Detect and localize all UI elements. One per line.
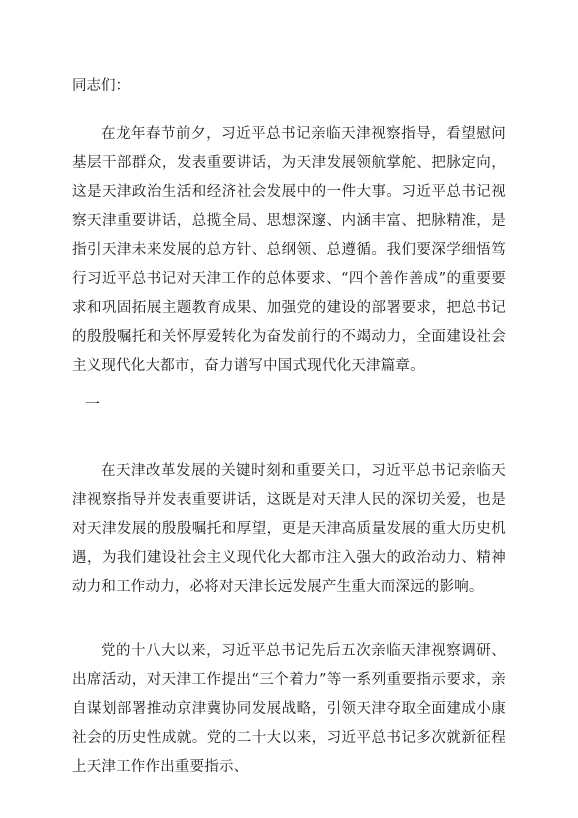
paragraph-body: 在天津改革发展的关键时刻和重要关口，习近平总书记亲临天津视察指导并发表重要讲话，这既是对天津人民的深切关爱，也是对天津发展的殷殷嘱托和厚望，更是天津高质量发展的重大历史机遇，为我们建设社会主义现代化大都市注入强大的政治动力、精神动力和工作动力，必将对天津长远发展产生重大而深远的影响。	[72, 463, 506, 595]
paragraph-body: 党的十八大以来，习近平总书记先后五次亲临天津视察调研、出席活动，对天津工作提出“三个着力”等一系列重要指示要求，亲自谋划部署推动京津冀协同发展战略，引领天津夺取全面建成小康社会的历史性成就。党的二十大以来，习近平总书记多次就新征程上天津工作作出重要指示、	[72, 643, 506, 775]
section-heading: 一	[85, 395, 101, 413]
salutation: 同志们：	[72, 78, 130, 94]
paragraph-intro: 在龙年春节前夕，习近平总书记亲临天津视察指导，看望慰问基层干部群众，发表重要讲话，为天津发展领航掌舵、把脉定向，这是天津政治生活和经济社会发展中的一件大事。习近平总书记视察天津重要讲话，总揽全局、思想深邃、内涵丰富、把脉精准，是指引天津未来发展的总方针、总纲领、总遵循。我们要深学细悟笃行习近平总书记对天津工作的总体要求、“四个善作善成”的重要要求和巩固拓展主题教育成果、加强党的建设的部署要求，把总书记的殷殷嘱托和关怀厚爱转化为奋发前行的不竭动力，全面建设社会主义现代化大都市，奋力谱写中国式现代化天津篇章。	[72, 126, 506, 374]
